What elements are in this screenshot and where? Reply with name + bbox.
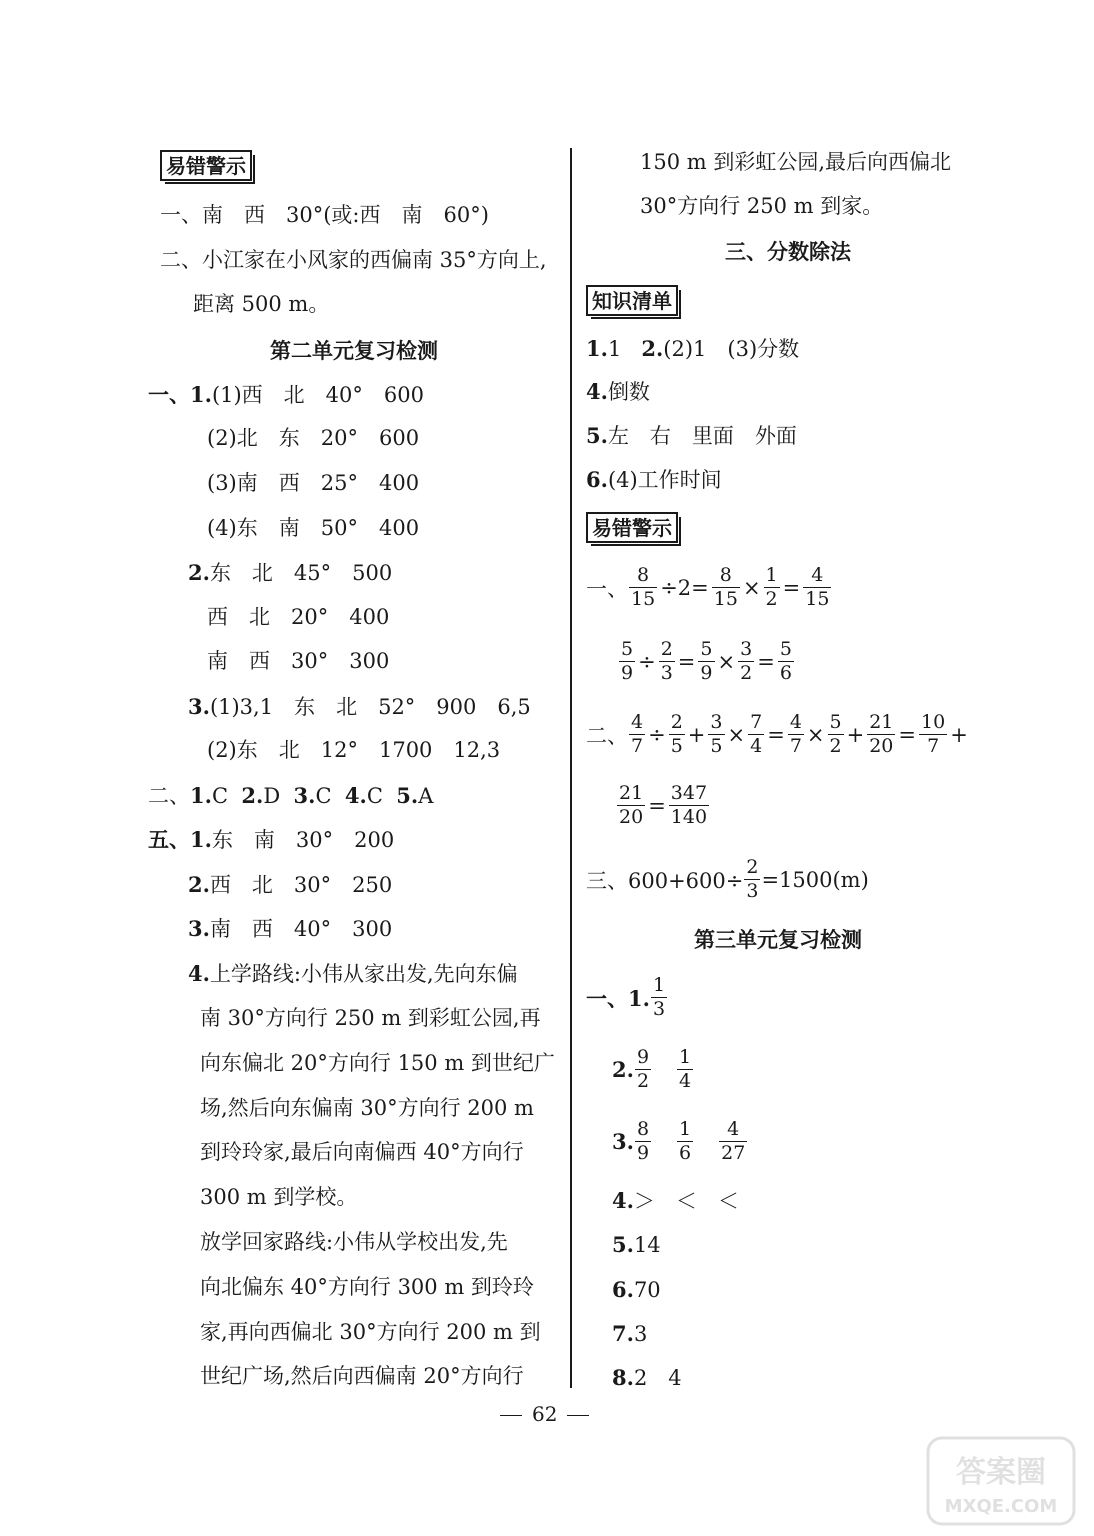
fraction: $\frac{5}{9}$ [700, 638, 713, 684]
answer-line [148, 384, 424, 406]
answer-line [586, 425, 797, 447]
answer-text: 左 右 里面 外面 [607, 424, 797, 448]
answer-line [612, 1120, 748, 1163]
item-answer: C [315, 784, 332, 808]
fraction: $\frac{21}{20}$ [869, 711, 894, 757]
answer-text: 70 [633, 1278, 661, 1302]
answer-line: 南 西 30° 300 [207, 649, 390, 673]
item-number: 4. [344, 783, 367, 808]
fraction: $\frac{8}{9}$ [636, 1118, 650, 1164]
operator: × [727, 722, 746, 747]
answer-line: (3)南 西 25° 400 [207, 471, 420, 495]
answer-line [148, 829, 394, 851]
answer-line: 家,再向西偏北 30°方向行 200 m 到 [200, 1320, 541, 1344]
section-title: 第二单元复习检测 [270, 339, 438, 363]
column-divider [570, 148, 572, 1388]
answer-line: 150 m 到彩虹公园,最后向西偏北 [640, 150, 952, 174]
section-box-error-warning: 易错警示 [586, 512, 678, 543]
fraction: $\frac{4}{15}$ [805, 564, 830, 610]
operator: ÷ [648, 722, 666, 747]
equation-line [618, 640, 795, 683]
question-number: 5. [586, 423, 608, 448]
answer-line [612, 1234, 661, 1256]
item-answer: C [211, 784, 229, 808]
question-number: 二、 [148, 784, 190, 808]
question-number: 2. [188, 560, 210, 585]
fraction: $\frac{4}{27}$ [721, 1118, 746, 1164]
page-number [490, 1404, 599, 1424]
question-number: 2. [641, 336, 664, 361]
answer-text: 3 [633, 1322, 648, 1346]
fraction: $\frac{347}{140}$ [670, 782, 708, 828]
fraction: $\frac{2}{5}$ [670, 711, 683, 757]
fraction: $\frac{5}{6}$ [779, 638, 792, 684]
item-number: 1. [190, 783, 212, 808]
fraction: $\frac{2}{3}$ [746, 856, 759, 902]
answer-line [188, 696, 531, 718]
fraction: $\frac{1}{2}$ [765, 564, 778, 610]
question-number: 一、 [586, 576, 628, 601]
answer-line [188, 874, 392, 896]
answer-line: 世纪广场,然后向西偏南 20°方向行 [200, 1364, 524, 1388]
item-number: 3. [293, 783, 316, 808]
dash-left [500, 1415, 522, 1417]
question-number: 4. [612, 1188, 634, 1213]
operator: + [950, 722, 968, 747]
equation-line [586, 858, 869, 901]
operator: × [806, 722, 825, 747]
operator: + [687, 722, 706, 747]
answer-text: 1 [607, 337, 622, 361]
question-number: 3. [188, 916, 210, 941]
answer-line [612, 1190, 739, 1212]
answer-line [586, 338, 799, 360]
answer-line: 放学回家路线:小伟从学校出发,先 [200, 1230, 508, 1254]
operator: = [782, 575, 801, 600]
fraction: $\frac{8}{15}$ [631, 564, 656, 610]
equation-line [586, 713, 970, 756]
answer-line: 300 m 到学校。 [200, 1185, 358, 1209]
answer-text: ＞ ＜ ＜ [633, 1189, 739, 1213]
operator: ÷2= [660, 575, 709, 600]
answer-text: 上学路线:小伟从家出发,先向东偏 [209, 962, 518, 986]
question-number: 二、 [586, 723, 628, 748]
fraction: $\frac{2}{3}$ [660, 638, 673, 684]
answer-line: 向北偏东 40°方向行 300 m 到玲玲 [200, 1275, 534, 1299]
section-title: 第三单元复习检测 [694, 928, 862, 952]
fraction: $\frac{5}{2}$ [829, 711, 842, 757]
answer-text: 倒数 [607, 380, 650, 404]
operator: + [846, 722, 865, 747]
answer-line [586, 381, 650, 403]
equation-text: =1500(m) [761, 867, 869, 892]
answer-text: (2)1 (3)分数 [663, 337, 800, 361]
question-number: 五、1. [148, 827, 212, 852]
item-number: 5. [396, 783, 419, 808]
operator: = [767, 722, 785, 747]
answer-text: 东 南 30° 200 [211, 828, 395, 852]
answer-line [148, 785, 433, 807]
dash-right [567, 1415, 589, 1417]
fraction: $\frac{4}{7}$ [789, 711, 802, 757]
answer-line: 距离 500 m。 [193, 292, 330, 316]
question-number: 一、1. [586, 985, 650, 1011]
answer-line [188, 963, 518, 985]
question-number: 3. [188, 694, 210, 719]
fraction: $\frac{1}{3}$ [652, 974, 666, 1020]
answer-text: (4)工作时间 [607, 468, 722, 492]
question-number: 4. [188, 961, 210, 986]
operator: = [898, 722, 917, 747]
item-answer: D [263, 784, 281, 808]
answer-line [586, 469, 722, 491]
question-number: 1. [586, 336, 608, 361]
answer-line [612, 1323, 647, 1345]
section-box-error-warning: 易错警示 [160, 150, 252, 181]
answer-line: (2)北 东 20° 600 [207, 426, 420, 450]
svg-text:答案圈: 答案圈 [956, 1455, 1046, 1490]
answer-text: (1)西 北 40° 600 [211, 383, 424, 407]
answer-text: 东 北 45° 500 [209, 561, 393, 585]
answer-line: 二、小江家在小风家的西偏南 35°方向上, [160, 248, 547, 272]
question-number: 2. [188, 872, 210, 897]
answer-line: 一、南 西 30°(或:西 南 60°) [160, 203, 489, 227]
fraction: $\frac{9}{2}$ [636, 1046, 650, 1092]
answer-text: 14 [633, 1233, 661, 1257]
question-number: 5. [612, 1232, 634, 1257]
item-answer: A [418, 784, 434, 808]
fraction: $\frac{1}{4}$ [679, 1046, 692, 1092]
fraction: $\frac{3}{2}$ [740, 638, 753, 684]
svg-text:MXQE.COM: MXQE.COM [944, 1496, 1058, 1517]
fraction: $\frac{5}{9}$ [621, 638, 634, 684]
item-number: 2. [241, 783, 264, 808]
page-number-text: 62 [532, 1402, 558, 1426]
answer-line: (4)东 南 50° 400 [207, 516, 420, 540]
question-number: 2. [612, 1057, 634, 1082]
operator: ÷ [638, 649, 656, 674]
answer-line: 30°方向行 250 m 到家。 [640, 194, 884, 218]
answer-line: 西 北 20° 400 [207, 605, 390, 629]
fraction: $\frac{7}{4}$ [750, 711, 763, 757]
question-number: 4. [586, 379, 608, 404]
equation-line [616, 784, 710, 827]
answer-line [188, 918, 392, 940]
fraction: $\frac{8}{15}$ [713, 564, 738, 610]
answer-line: 到玲玲家,最后向南偏西 40°方向行 [200, 1140, 524, 1164]
fraction: $\frac{21}{20}$ [619, 782, 644, 828]
section-title: 三、分数除法 [725, 240, 851, 264]
answer-text: (1)3,1 东 北 52° 900 6,5 [209, 695, 531, 719]
question-number: 一、1. [148, 382, 212, 407]
operator: × [742, 575, 761, 600]
fraction: $\frac{4}{7}$ [631, 711, 644, 757]
fraction: $\frac{1}{6}$ [679, 1118, 692, 1164]
fraction: $\frac{3}{5}$ [710, 711, 723, 757]
item-answer: C [366, 784, 383, 808]
question-number: 8. [612, 1365, 634, 1390]
section-box-knowledge-list: 知识清单 [586, 285, 678, 316]
answer-line: (2)东 北 12° 1700 12,3 [207, 738, 501, 762]
answer-text: 西 北 30° 250 [209, 873, 393, 897]
equation-text: 三、600+600÷ [586, 868, 744, 893]
equation-line [586, 566, 832, 609]
question-number: 6. [612, 1277, 634, 1302]
answer-line: 向东偏北 20°方向行 150 m 到世纪广 [200, 1051, 555, 1075]
answer-line [188, 562, 392, 584]
answer-line [612, 1279, 661, 1301]
watermark-logo [926, 1436, 1076, 1526]
question-number: 6. [586, 467, 608, 492]
answer-line [612, 1048, 694, 1091]
answer-line [586, 976, 668, 1019]
question-number: 3. [612, 1129, 634, 1154]
answer-text: 南 西 40° 300 [209, 917, 393, 941]
operator: × [717, 649, 736, 674]
question-number: 7. [612, 1321, 634, 1346]
operator: = [677, 649, 696, 674]
answer-line: 场,然后向东偏南 30°方向行 200 m [200, 1096, 534, 1120]
operator: = [648, 793, 666, 818]
answer-line [612, 1367, 682, 1389]
fraction: $\frac{10}{7}$ [921, 711, 946, 757]
operator: = [757, 649, 775, 674]
answer-line: 南 30°方向行 250 m 到彩虹公园,再 [200, 1006, 541, 1030]
answer-text: 2 4 [633, 1366, 682, 1390]
